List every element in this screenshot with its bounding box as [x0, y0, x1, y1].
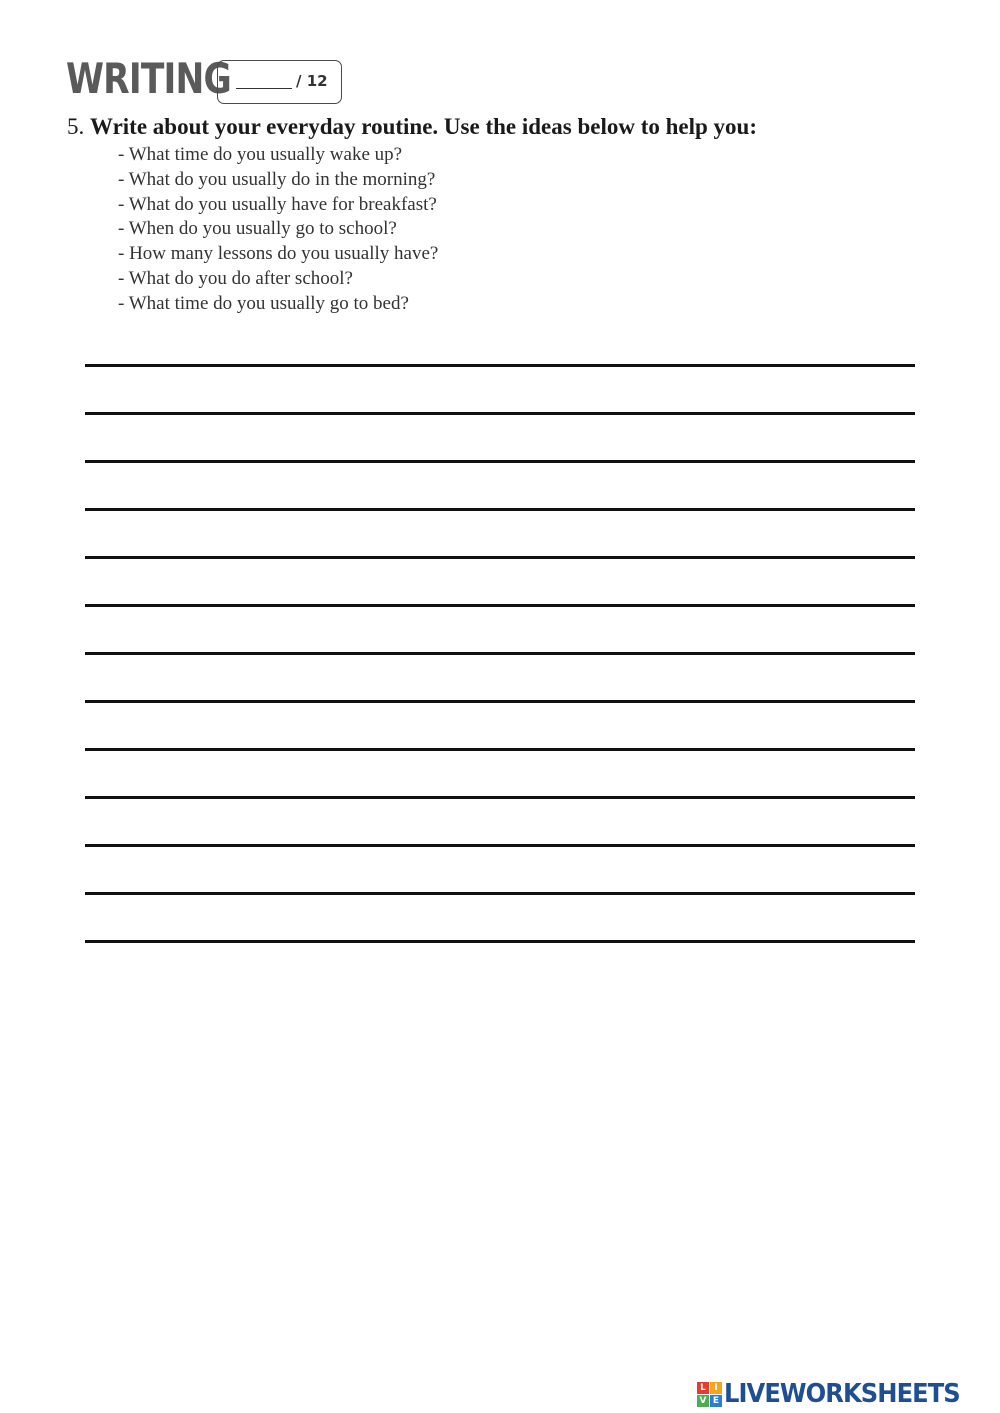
logo-letter: I	[710, 1382, 722, 1394]
section-title: WRITING	[66, 54, 231, 103]
liveworksheets-logo	[697, 1378, 978, 1410]
idea-item: - What do you usually do in the morning?	[118, 168, 436, 190]
idea-item: - When do you usually go to school?	[118, 218, 397, 240]
task-text: Write about your everyday routine. Use the ideas below to help you:	[90, 114, 757, 139]
logo-letter: V	[697, 1395, 709, 1407]
answer-line[interactable]	[85, 652, 915, 655]
logo-letter: L	[697, 1382, 709, 1394]
answer-line[interactable]	[85, 508, 915, 511]
answer-line[interactable]	[85, 796, 915, 799]
logo-letter: E	[710, 1395, 722, 1407]
idea-item: - What do you do after school?	[118, 267, 353, 289]
answer-line[interactable]	[85, 844, 915, 847]
logo-brand-text: LIVEWORKSHEETS	[724, 1379, 960, 1409]
answer-line[interactable]	[85, 460, 915, 463]
answer-line[interactable]	[85, 748, 915, 751]
ideas-list	[118, 143, 438, 317]
idea-item: - What time do you usually wake up?	[118, 144, 403, 165]
score-box	[217, 60, 342, 104]
task-number: 5.	[67, 114, 85, 139]
score-total: / 12	[296, 72, 328, 90]
task-instruction	[67, 114, 757, 140]
answer-line[interactable]	[85, 892, 915, 895]
score-blank[interactable]	[236, 88, 292, 89]
idea-item: - How many lessons do you usually have?	[118, 243, 439, 265]
answer-line[interactable]	[85, 700, 915, 703]
answer-line[interactable]	[85, 364, 915, 367]
logo-icon	[697, 1382, 722, 1407]
answer-line[interactable]	[85, 940, 915, 943]
answer-line[interactable]	[85, 604, 915, 607]
answer-line[interactable]	[85, 556, 915, 559]
idea-item: - What time do you usually go to bed?	[118, 292, 409, 314]
idea-item: - What do you usually have for breakfast?	[118, 193, 437, 215]
answer-line[interactable]	[85, 412, 915, 415]
